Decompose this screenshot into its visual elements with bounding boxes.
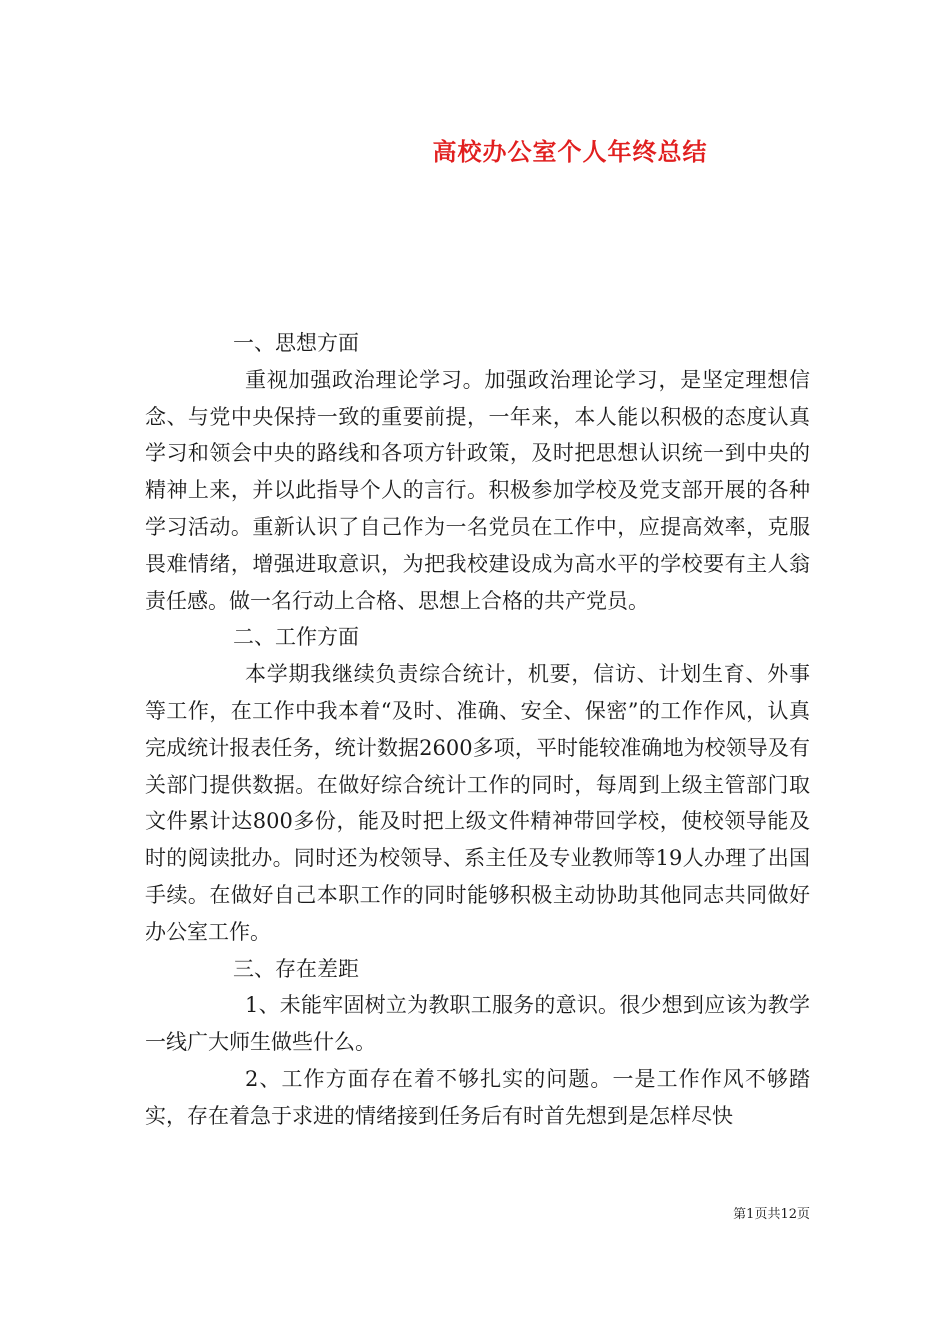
paragraph-gap-2: 2、工作方面存在着不够扎实的问题。一是工作作风不够踏实，存在着急于求进的情绪接到任务后有时首先想到是怎样尽快 — [145, 1066, 810, 1128]
section-heading-gaps: 三、存在差距 — [233, 956, 359, 981]
page-number-footer: 第1页共12页 — [733, 1207, 810, 1222]
paragraph-gap-1: 1、未能牢固树立为教职工服务的意识。很少想到应该为教学一线广大师生做些什么。 — [145, 993, 810, 1055]
section-heading-thought: 一、思想方面 — [233, 331, 359, 355]
section-heading-work: 二、工作方面 — [233, 625, 359, 650]
paragraph-thought: 重视加强政治理论学习。加强政治理论学习，是坚定理想信念、与党中央保持一致的重要前提，一年来，本人能以积极的态度认真学习和领会中央的路线和各项方针政策，及时把思想认识统一到中央的精神上来，并以此指导个人的言行。积极参加学校及党支部开展的各种学习活动。重新认识了自己作为一名党员在工作中，应提高效率，克服畏难情绪，增强进取意识，为把我校建设成为高水平的学校要有主人翁责任感。做一名行动上合格、思想上合格的共产党员。 — [145, 367, 810, 613]
paragraph-work: 本学期我继续负责综合统计，机要，信访、计划生育、外事等工作，在工作中我本着“及时、准确、安全、保密”的工作作风，认真完成统计报表任务，统计数据2600多项，平时能较准确地为校领导及有关部门提供数据。在做好综合统计工作的同时，每周到上级主管部门取文件累计达800多份，能及时把上级文件精神带回学校，使校领导能及时的阅读批办。同时还为校领导、系主任及专业教师等19人办理了出国手续。在做好自己本职工作的同时能够积极主动协助其他同志共同做好办公室工作。 — [145, 662, 810, 944]
document-body — [145, 325, 810, 1135]
document-title: 高校办公室个人年终总结 — [432, 137, 708, 166]
